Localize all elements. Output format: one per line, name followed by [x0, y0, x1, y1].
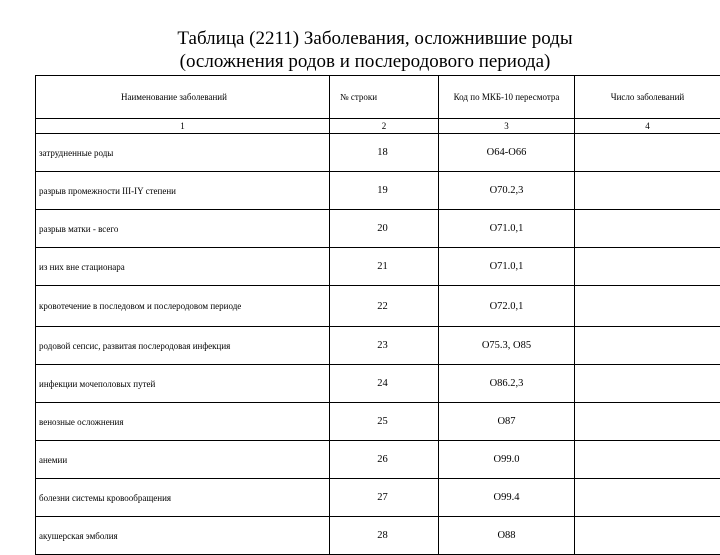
table-row — [36, 134, 720, 172]
disease-count-cell — [575, 210, 720, 248]
disease-count-cell — [575, 172, 720, 210]
row-number-cell: 22 — [330, 286, 439, 327]
table-row — [36, 210, 720, 248]
column-number: 3 — [439, 119, 575, 134]
row-number-cell: 23 — [330, 327, 439, 365]
icd-code-cell: O72.0,1 — [439, 286, 575, 327]
table-row — [36, 286, 720, 327]
disease-count-cell — [575, 479, 720, 517]
disease-name-cell: анемии — [36, 441, 330, 479]
table-row — [36, 517, 720, 555]
table-row — [36, 441, 720, 479]
disease-name-cell: венозные осложнения — [36, 403, 330, 441]
table-row — [36, 248, 720, 286]
disease-count-cell — [575, 248, 720, 286]
icd-code-cell: O87 — [439, 403, 575, 441]
disease-name-cell: кровотечение в последовом и послеродовом периоде — [36, 286, 330, 327]
disease-name-cell: из них вне стационара — [36, 248, 330, 286]
row-number-cell: 26 — [330, 441, 439, 479]
disease-name-cell: болезни системы кровообращения — [36, 479, 330, 517]
icd-code-cell: O86.2,3 — [439, 365, 575, 403]
row-number-cell: 18 — [330, 134, 439, 172]
icd-code-cell: O99.0 — [439, 441, 575, 479]
row-number-cell: 24 — [330, 365, 439, 403]
disease-name-cell: разрыв матки - всего — [36, 210, 330, 248]
column-number: 2 — [330, 119, 439, 134]
icd-code-cell: O64-O66 — [439, 134, 575, 172]
row-number-cell: 21 — [330, 248, 439, 286]
header-icd-code: Код по МКБ-10 пересмотра — [439, 76, 575, 119]
icd-code-cell: O99.4 — [439, 479, 575, 517]
column-number-row — [36, 119, 720, 134]
disease-count-cell — [575, 134, 720, 172]
disease-name-cell: акушерская эмболия — [36, 517, 330, 555]
disease-count-cell — [575, 441, 720, 479]
header-count: Число заболеваний — [575, 76, 720, 119]
table-row — [36, 327, 720, 365]
icd-code-cell: O88 — [439, 517, 575, 555]
row-number-cell: 25 — [330, 403, 439, 441]
disease-count-cell — [575, 517, 720, 555]
disease-name-cell: затрудненные роды — [36, 134, 330, 172]
disease-count-cell — [575, 365, 720, 403]
disease-table — [35, 75, 720, 555]
table-title-line2: (осложнения родов и послеродового периода) — [0, 50, 720, 73]
row-number-cell: 28 — [330, 517, 439, 555]
header-row — [36, 76, 720, 119]
table-row — [36, 479, 720, 517]
column-number: 1 — [36, 119, 330, 134]
row-number-cell: 19 — [330, 172, 439, 210]
header-name: Наименование заболеваний — [36, 76, 330, 119]
disease-count-cell — [575, 286, 720, 327]
disease-count-cell — [575, 403, 720, 441]
row-number-cell: 27 — [330, 479, 439, 517]
table-row — [36, 403, 720, 441]
table-row — [36, 365, 720, 403]
disease-name-cell: родовой сепсис, развитая послеродовая инфекция — [36, 327, 330, 365]
header-row-number: № строки — [330, 76, 439, 119]
icd-code-cell: O71.0,1 — [439, 210, 575, 248]
column-number: 4 — [575, 119, 720, 134]
icd-code-cell: O71.0,1 — [439, 248, 575, 286]
icd-code-cell: O75.3, O85 — [439, 327, 575, 365]
disease-count-cell — [575, 327, 720, 365]
table-row — [36, 172, 720, 210]
disease-name-cell: разрыв промежности III-IY степени — [36, 172, 330, 210]
icd-code-cell: O70.2,3 — [439, 172, 575, 210]
row-number-cell: 20 — [330, 210, 439, 248]
disease-name-cell: инфекции мочеполовых путей — [36, 365, 330, 403]
table-title-line1: Таблица (2211) Заболевания, осложнившие роды — [0, 27, 720, 50]
